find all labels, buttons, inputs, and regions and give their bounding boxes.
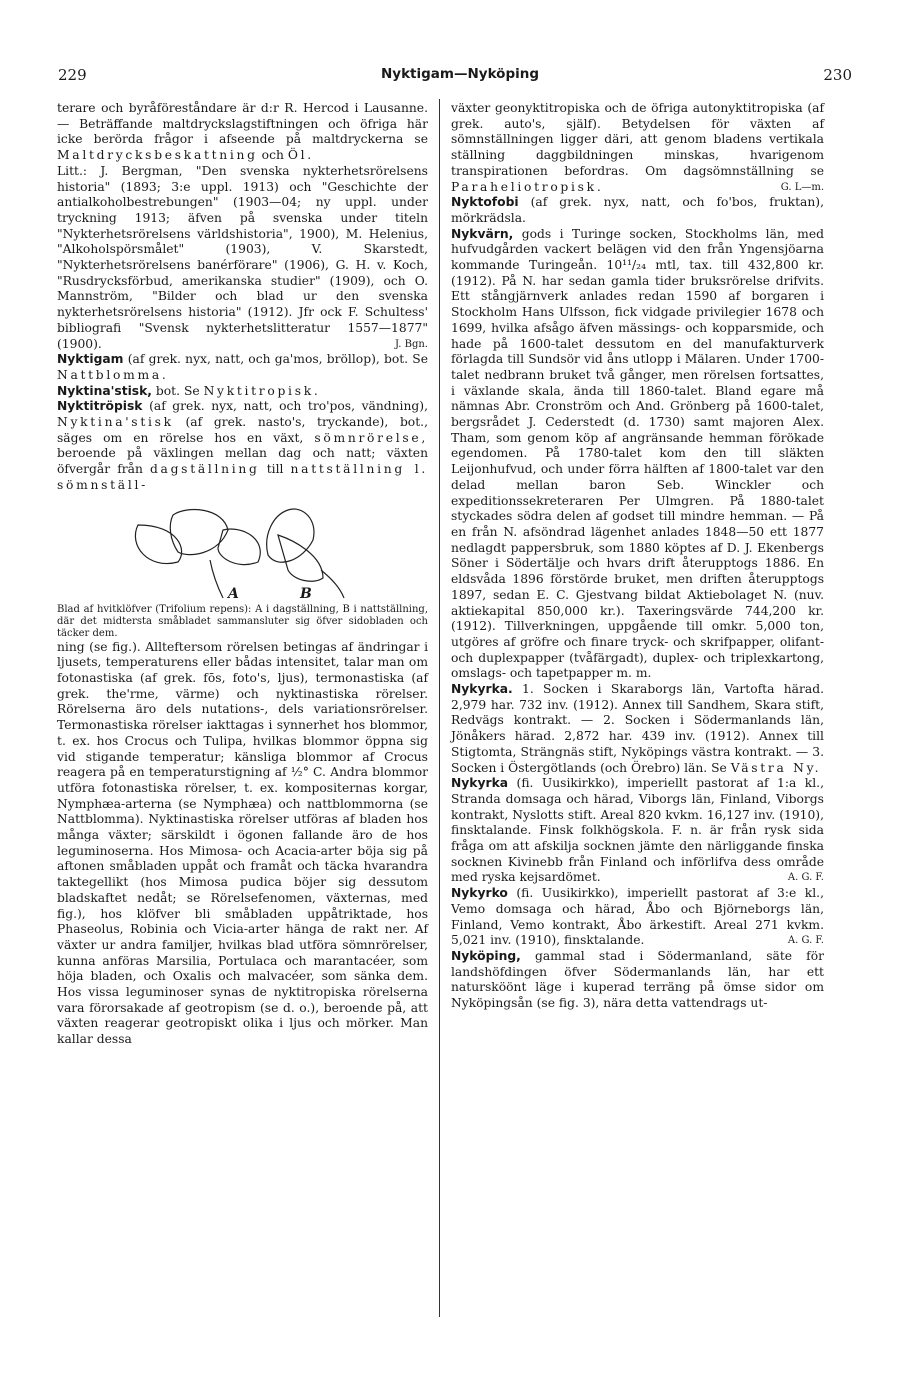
entry-headword: Nykyrka. [451,682,513,697]
clover-figure [57,500,428,600]
author-signature: A. G. F. [787,935,824,947]
cross-reference[interactable]: Västra Ny. [730,760,822,775]
column-divider [439,99,440,1317]
cross-reference[interactable]: nattställning l. sömnställ- [57,462,428,492]
entry-nykoping: Nyköping, gammal stad i Södermanland, säte för landshöfdingen öfver Södermanlands län, har ett natursköönt läge i kuperad terräng på ömse sidor om Nyköpingsån (se fig. 3), nära detta vattendrags ut- [451,948,824,1011]
cross-reference[interactable]: dagställning [149,462,260,477]
left-page-number: 229 [58,66,87,84]
running-title: Nyktigam—Nyköping [380,66,540,82]
cross-reference[interactable]: Nyktina'stisk [57,415,174,430]
entry-headword: Nyktofobi [451,195,519,210]
entry-headword: Nykvärn, [451,226,514,241]
leaflet-b-lower [278,535,323,581]
stem-a [210,560,223,598]
page-header [0,66,920,86]
entry-headword: Nyktina'stisk, [57,383,152,398]
literature-paragraph: Litt.: J. Bergman, "Den svenska nykterhetsrörelsens historia" (1893; 3:e uppl. 1913) och "Geschichte der antialkoholbestrebungen" (1903—04; ny uppl. under tryckning 1913; äfven på svenska under titeln "Nykterhetsrörelsens världshistoria", 1900), M. Helenius, "Alkoholspörsmålet" (1903), V. Skarstedt, "Nykterhetsrörelsens banérförare" (1906), G. H. v. Koch, "Rusdrycksförbud, amerikanska studier" (1909), och O. Mannström, "Bilder och blad ur den svenska nykterhetsrörelsens historia" (1912). Jfr ock F. Schultess' bibliografi "Svensk nykterhetslitteratur 1557—1877" (1900). J. Bgn. [57,163,428,351]
entry-nykyrka-2: Nykyrka (fi. Uusikirkko), imperiellt pastorat af 1:a kl., Stranda domsaga och härad, Viborgs län, Finland, Viborgs kontrakt, Nyslotts stift. Areal 820 kvkm. 16,127 inv. (1910), finsktalande. Finsk folkhögskola. F. n. är från rysk sida fråga om att afskilja socknen jämte den närliggande finska socknen Kivinebb från Finland och införlifva dess område med ryska kejsardömet. A. G. F. [451,776,824,885]
cross-reference[interactable]: Nyktitropisk. [203,383,321,398]
entry-nyktitropisk: Nyktitröpisk (af grek. nyx, natt, och tro'pos, vändning), Nyktina'stisk (af grek. nasto's, tryckande), bot., säges om en rörelse hos en växt, sömnrörelse, beroende på växlingen mellan dag och natt; växten öfvergår från dagställning till nattställning l. sömnställ- [57,399,428,492]
paragraph-continued: ning (se fig.). Allteftersom rörelsen betingas af ändringar i ljusets, temperaturens eller bådas intensitet, talar man om fotonastiska (af grek. fōs, foto's, ljus), termonastiska (af grek. the'rme, värme) och nyktinastiska rörelser. Rörelserna äro dels nutations-, dels variationsrörelser. Termonastiska rörelser iakttagas i synnerhet hos blommor, t. ex. hos Crocus och Tulipa, hvilkas blommor öppna sig vid stigande temperatur; känsliga blommor af Crocus reagera på en temperaturstigning af ½° C. Andra blommor utföra fotonastiska rörelser, t. ex. kompositernas korgar, Nymphæa-arterna (se Nymphæa) och nattblommorna (se Nattblomma). Nyktinastiska rörelser utföras af bladen hos många växter; särskildt i ögonen fallande äro de hos leguminoserna. Hos Mimosa- och Acacia-arter böja sig på aftonen småbladen uppåt och framåt och täcka hvarandra taktegellikt (hos Mimosa pudica böjer sig dessutom bladskaftet nedåt; se Rörelsefenomen, växternas, med fig.), hos klöfver bli småbladen uppåtriktade, hos Phaseolus, Robinia och Vicia-arter hänga de rakt ner. Af växter ur andra familjer, hvilkas blad utföra sömnrörelser, kunna anföras Marsilia, Portulaca och marantacéer, som höja bladen, och Oxalis och malvacéer, som sänka dem. Hos vissa leguminoser synas de nyktitropiska rörelserna vara förorsakade af geotropism (se d. o.), beroende på, att växten reagerar geotropiskt olika i ljus och mörker. Man kallar dessa [57,639,428,1047]
cross-reference[interactable]: sömnrörelse, [314,430,428,445]
entry-headword: Nyktigam [57,352,124,367]
leaflet-a-left [135,525,181,564]
entry-headword: Nykyrko [451,886,508,901]
author-signature: G. L—m. [780,181,824,193]
left-column [57,101,428,1048]
author-signature: J. Bgn. [395,338,428,350]
cross-reference[interactable]: Öl. [287,148,314,163]
figure-label-b: B [299,585,312,600]
leaflet-a-middle [170,509,228,554]
clover-leaf-illustration [118,500,368,600]
author-signature: A. G. F. [787,872,824,884]
cross-reference[interactable]: Nattblomma. [57,367,169,382]
entry-headword: Nykyrka [451,776,509,791]
figure-caption: Blad af hvitklöfver (Trifolium repens): A i dagställning, B i nattställning, där det midtersta småbladet sammansluter sig öfver sidobladen och täcker dem. [57,603,428,639]
entry-nykyrko: Nykyrko (fi. Uusikirkko), imperiellt pastorat af 3:e kl., Vemo domsaga och härad, Åbo och Björneborgs län, Finland, Vemo kontrakt, Åbo ärkestift. Areal 271 kvkm. 5,021 inv. (1910), finsktalande. A. G. F. [451,886,824,948]
paragraph: terare och byråföreståndare är d:r R. Hercod i Lausanne. — Beträffande maltdryckslagstiftningen och öfriga här icke berörda frågor i afseende på maltdryckerna se Maltdrycksbeskattning och Öl. [57,101,428,163]
right-page-number: 230 [823,66,852,84]
entry-nyktigam: Nyktigam (af grek. nyx, natt, och ga'mos, bröllop), bot. Se Nattblomma. [57,352,428,382]
cross-reference[interactable]: Maltdrycksbeskattning [57,148,258,163]
entry-nyktinastisk: Nyktina'stisk, bot. Se Nyktitropisk. [57,383,321,398]
paragraph: växter geonyktitropiska och de öfriga autonyktitropiska (af grek. auto's, själf). Betydelsen för växten af sömnställningen ligger däri, att genom bladens vertikala ställning daggbildningen minskas, hvarigenom transpirationen befordras. Om dagsömnställning se Paraheliotropisk. G. L—m. [451,101,824,194]
cross-reference[interactable]: Paraheliotropisk. [451,179,604,194]
entry-headword: Nyköping, [451,948,521,963]
entry-nykyrka-1: Nykyrka. 1. Socken i Skaraborgs län, Vartofta härad. 2,979 har. 732 inv. (1912). Annex till Sandhem, Skara stift, Redvägs kontrakt. — 2. Socken i Södermanlands län, Jönåkers härad. 2,872 har. 439 inv. (1912). Annex till Stigtomta, Strängnäs stift, Nyköpings västra kontrakt. — 3. Socken i Östergötlands (och Örebro) län. Se Västra Ny. [451,682,824,775]
stem-b [321,570,344,598]
figure-label-a: A [227,585,239,600]
entry-nyktofobi: Nyktofobi (af grek. nyx, natt, och fo'bos, fruktan), mörkrädsla. [451,195,824,225]
leaflet-a-right [218,529,260,565]
entry-nykvarn: Nykvärn, gods i Turinge socken, Stockholms län, med hufvudgården vackert belägen vid den från Yngensjöarna kommande Turingeån. 10¹¹/₂₄ mtl, tax. till 432,800 kr. (1912). På N. har sedan gamla tider bruksrörelse drifvits. Ett stångjärnverk anlades redan 1590 af borgaren i Stockholm Hans Ulfsson, fick vidgade privilegier 1678 och 1699, hvilka afsågo äfven mässings- och kopparsmide, och hade på 1600-talet dessutom en del manufakturverk förlagda till Sundsör vid åns utlopp i Mälaren. Under 1700-talet nedbrann bruket två gånger, men rörelsen fortsattes, i växlande skala, ända till 1860-talet. Bland egare må nämnas Abr. Cronström och And. Grönberg på 1600-talet, bergsrådet J. Cederstedt (d. 1730) samt majoren Alex. Tham, som genom köp af angränsande hemman förökade egendomen. På 1780-talet kom den till släkten Leijonhufvud, och under förra hälften af 1800-talet var den delad mellan baron Seb. Winckler och expeditionssekreteraren Per Ulmgren. På 1880-talet styckades södra delen af godset till mindre hemman. — På en från N. afsöndrad lägenhet anlades 1848—50 ett 1877 nedlagdt pappersbruk, som 1880 köptes af D. J. Ekenbergs Söner i Södertälje och hvars drift återupptogs 1886. En eldsvåda 1896 förstörde bruket, men driften återupptogs 1897, sedan E. C. Gjestvang bildat Aktiebolaget N. (nuv. aktiekapital 850,000 kr.). Taxeringsvärde 744,200 kr. (1912). Tillverkningen, uppgående till omkr. 5,000 ton, utgöres af gröfre och finare tryck- och skrifpapper, olifant- och duplexpapper (tvåfärgadt), duplex- och triplexkartong, omslags- och tapetpapper m. m. [451,226,824,681]
leaflet-b-upper [266,509,313,562]
entry-headword: Nyktitröpisk [57,399,143,414]
right-column [451,101,824,1012]
